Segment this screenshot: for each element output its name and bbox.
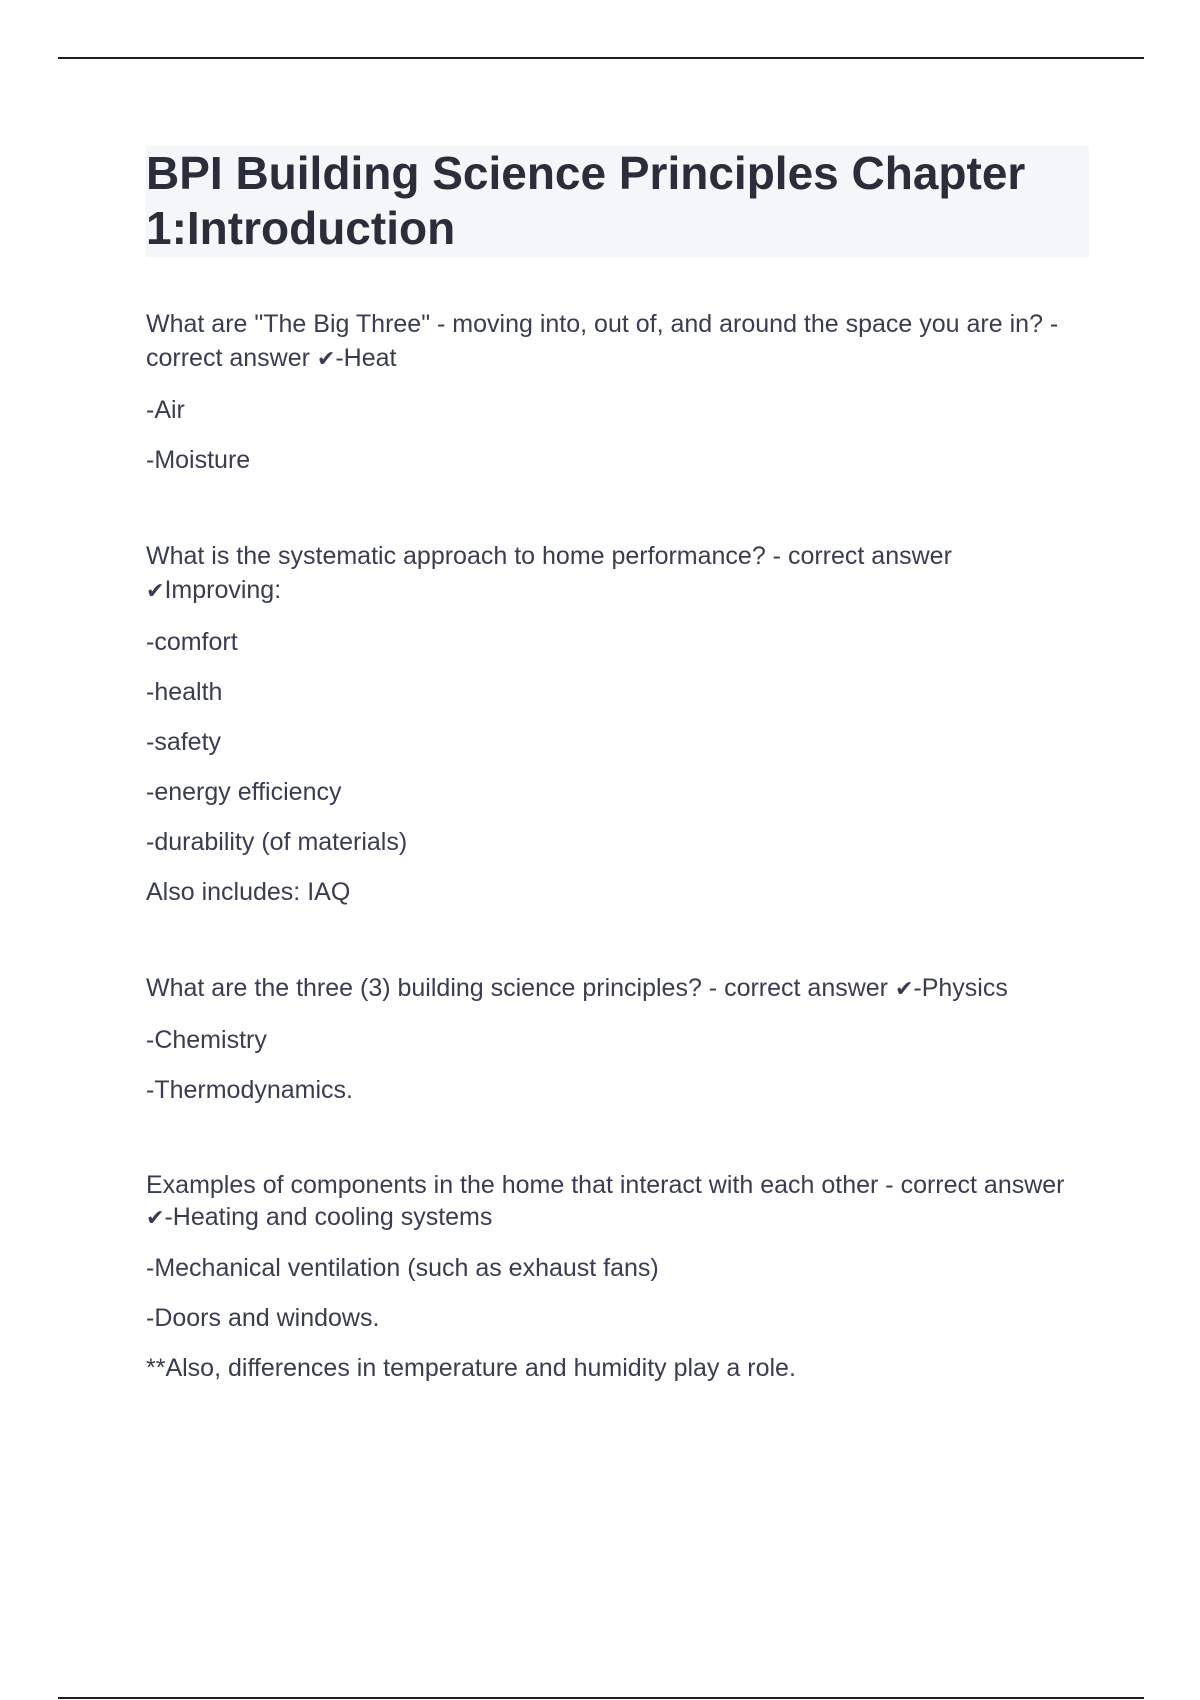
answer-item: -health — [146, 678, 223, 706]
qa-list — [146, 307, 1089, 1385]
question-text: What are the three (3) building science principles? - correct answer — [146, 974, 895, 1002]
checkmark-icon: ✔ — [146, 1206, 165, 1231]
answer-first-line: -Physics — [913, 974, 1008, 1002]
checkmark-icon: ✔ — [894, 977, 914, 1002]
answer-item: **Also, differences in temperature and humidity play a role. — [146, 1354, 796, 1382]
answer-item: -comfort — [146, 628, 238, 656]
qa-block-4 — [146, 1169, 1089, 1385]
checkmark-icon: ✔ — [146, 579, 165, 604]
answer-item: -Thermodynamics. — [146, 1076, 353, 1104]
document-body — [146, 146, 1089, 1385]
document-title: BPI Building Science Principles Chapter 1:Introduction — [146, 147, 1026, 254]
title-box — [146, 146, 1089, 257]
checkmark-icon: ✔ — [316, 347, 336, 372]
answer-first-line: Improving: — [164, 576, 282, 604]
question-3 — [146, 971, 1089, 1007]
answer-item: -durability (of materials) — [146, 828, 408, 856]
question-4 — [146, 1169, 1089, 1235]
answer-item: -Chemistry — [146, 1026, 267, 1054]
qa-block-1 — [146, 307, 1089, 477]
question-1 — [146, 307, 1089, 377]
bottom-rule — [58, 1697, 1144, 1699]
question-2 — [146, 539, 1089, 609]
question-text: What are "The Big Three" - moving into, out of, and around the space you are in? - correct answer — [146, 310, 1059, 372]
answer-item: -Doors and windows. — [146, 1304, 380, 1332]
answer-first-line: -Heating and cooling systems — [164, 1203, 493, 1231]
answer-item: -energy efficiency — [146, 778, 342, 806]
answer-item: -safety — [146, 728, 222, 756]
answer-first-line: -Heat — [335, 344, 397, 372]
answer-item: Also includes: IAQ — [146, 878, 351, 906]
answer-item: -Mechanical ventilation (such as exhaust fans) — [146, 1254, 659, 1282]
question-text: Examples of components in the home that interact with each other - correct answer — [146, 1171, 1065, 1199]
qa-block-3 — [146, 971, 1089, 1107]
top-rule — [58, 57, 1144, 59]
qa-block-2 — [146, 539, 1089, 909]
answer-item: -Air — [146, 396, 185, 424]
question-text: What is the systematic approach to home performance? - correct answer — [146, 542, 952, 570]
answer-item: -Moisture — [146, 446, 251, 474]
